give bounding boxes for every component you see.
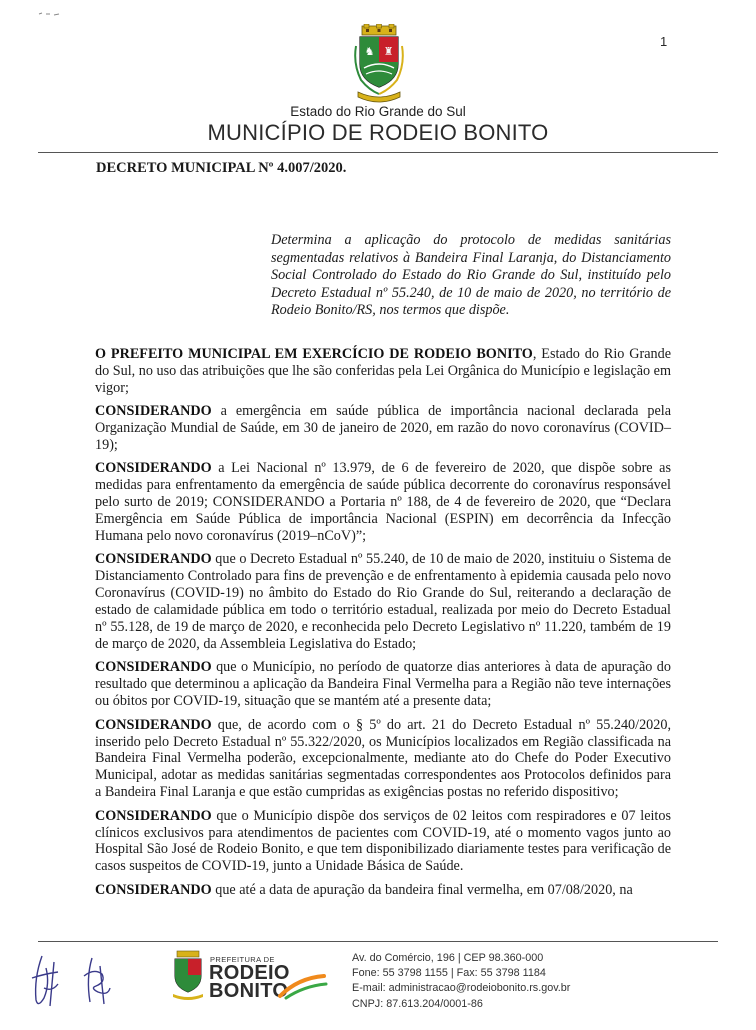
- footer-address: Av. do Comércio, 196 | CEP 98.360-000: [352, 952, 544, 964]
- footer-email: E-mail: administracao@rodeiobonito.rs.gov.br: [352, 982, 571, 995]
- paragraph-lead: O PREFEITO MUNICIPAL EM EXERCÍCIO DE RODEIO BONITO: [95, 346, 533, 362]
- paragraph-text: que, de acordo com o § 5º do art. 21 do Decreto Estadual nº 55.240/2020, inserido pelo Decreto Estadual nº 55.322/2020, os Municípios localizados em Região classificada na Bandeira Final Vermelha poderão, excepcionalmente, mediante ato do Chefe do Poder Executivo Municipal, adotar as medidas sanitárias segmentadas correspondentes aos Protocolos definidos para a Bandeira Final Laranja e que estão cumpridas as exigências postas no referido dispositivo;: [95, 716, 671, 801]
- paragraph-lead: CONSIDERANDO: [95, 716, 212, 733]
- paragraph-text: , Estado do Rio Grande do Sul, no uso das atribuições que lhe são conferidas pela Lei Orgânica do Município e legislação em vigor;: [95, 346, 671, 396]
- handwritten-initials-icon: [24, 948, 134, 1010]
- svg-text:♜: ♜: [383, 46, 394, 58]
- paragraph-lead: CONSIDERANDO: [95, 551, 212, 568]
- mini-crest-icon: [170, 950, 206, 1000]
- footer-contact-block: [352, 951, 570, 1012]
- logo-wordmark-line2: BONITO: [209, 980, 289, 1002]
- paragraph-text: a Lei Nacional nº 13.979, de 6 de fevereiro de 2020, que dispõe sobre as medidas para enfrentamento da emergência de saúde pública decorrente do coronavírus responsável pelo surto de 2019; CONSIDERANDO a Portaria nº 188, de 4 de fevereiro de 2020, que “Declara Emergência em Saúde Pública de importância Nacional (ESPIN) em decorrência da Infecção Humana pelo novo coronavírus (2019–nCoV)”;: [95, 460, 671, 545]
- logo-wordmark-line1: RODEIO: [209, 962, 290, 984]
- paragraph-lead: CONSIDERANDO: [95, 659, 212, 676]
- paragraph-text: que o Município dispõe dos serviços de 02 leitos com respiradores e 07 leitos clínicos exclusivos para atendimentos de pacientes com COVID-19, até o momento vagos junto ao Hospital São José de Rodeio Bonito, e que tem disponibilizado diariamente testes para verificação de casos suspeitos de COVID-19, junto a Unidade Básica de Saúde.: [95, 807, 671, 875]
- footer-divider: [38, 941, 718, 942]
- preamble-paragraph: [95, 346, 671, 397]
- scan-mark: [38, 12, 60, 16]
- svg-text:♞: ♞: [364, 46, 375, 58]
- considerando-paragraph: [95, 808, 671, 876]
- footer-phone: Fone: 55 3798 1155 | Fax: 55 3798 1184: [352, 967, 546, 980]
- decree-title: DECRETO MUNICIPAL Nº 4.007/2020.: [96, 160, 347, 176]
- considerando-paragraph: [95, 403, 671, 454]
- paragraph-text: que o Decreto Estadual nº 55.240, de 10 de maio de 2020, instituiu o Sistema de Distanciamento Controlado para fins de prevenção e de enfrentamento à epidemia causada pelo novo Coronavírus (COVID-19) no âmbito do Estado do Rio Grande do Sul, reiterando a declaração de estado de calamidade pública em todo o território estadual, realizada por meio do Decreto Estadual nº 55.128, de 19 de março de 2020, e reconhecida pelo Decreto Legislativo nº 11.220, também de 19 de março de 2020, da Assembleia Legislativa do Estado;: [95, 551, 671, 652]
- logo-caption: PREFEITURA DE: [210, 955, 275, 964]
- paragraph-text: que o Município, no período de quatorze dias anteriores à data de apuração do resultado que determinou a aplicação da Bandeira Final Vermelha para a Região não teve internações ou óbitos por COVID-19, situação que se mantém até a presente data;: [95, 659, 671, 710]
- paragraph-text: que até a data de apuração da bandeira final vermelha, em 07/08/2020, na: [211, 881, 633, 898]
- considerando-paragraph: [95, 460, 671, 545]
- header-state-name: Estado do Rio Grande do Sul: [290, 104, 466, 119]
- considerando-paragraph: [95, 717, 671, 802]
- footer-cnpj: CNPJ: 87.613.204/0001-86: [352, 997, 483, 1010]
- decree-body: [95, 346, 671, 905]
- considerando-paragraph: [95, 882, 671, 899]
- logo-swoosh-icon: [278, 972, 328, 1000]
- prefeitura-logo: [168, 950, 328, 1002]
- paragraph-text: a emergência em saúde pública de importância nacional declarada pela Organização Mundial de Saúde, em 30 de janeiro de 2020, em razão do novo coronavírus (COVID–19);: [95, 403, 671, 454]
- municipal-crest-icon: [352, 24, 406, 104]
- considerando-paragraph: [95, 659, 671, 710]
- paragraph-lead: CONSIDERANDO: [95, 403, 212, 420]
- paragraph-lead: CONSIDERANDO: [95, 460, 212, 477]
- page-number: 1: [660, 34, 668, 49]
- header-divider: [38, 152, 718, 153]
- decree-summary: Determina a aplicação do protocolo de medidas sanitárias segmentadas relativos à Bandeira Final Laranja, do Distanciamento Social Controlado do Estado do Rio Grande do Sul, instituído pelo Decreto Estadual nº 55.240, de 10 de maio de 2020, no território de Rodeio Bonito/RS, nos termos que dispõe.: [271, 232, 671, 319]
- paragraph-lead: CONSIDERANDO: [95, 807, 212, 824]
- header-municipality-name: MUNICÍPIO DE RODEIO BONITO: [207, 120, 549, 145]
- considerando-paragraph: [95, 551, 671, 652]
- paragraph-lead: CONSIDERANDO: [95, 881, 212, 898]
